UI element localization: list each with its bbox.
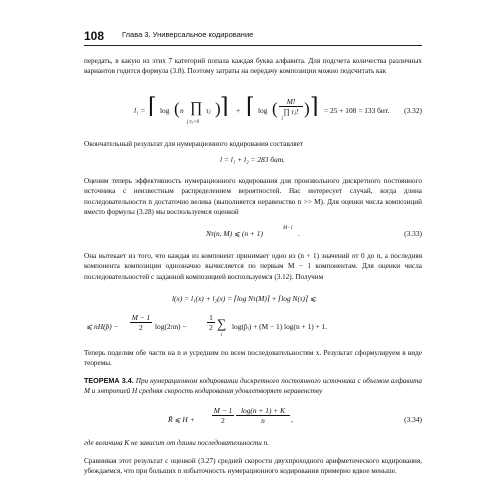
ceil-left-2: ⌈: [246, 93, 255, 118]
eq-lx2-a: ⩽ nH(p̂) −: [86, 322, 119, 331]
eq332-fraction: [279, 97, 303, 121]
eq-lx1-text: l(x) = l₁(x) + l₂(x) = ⌈log Nτ(M)⌉ + ⌈log N(τ)⌉ ⩽: [172, 294, 316, 303]
theorem-text: При нумерационном кодировании дискретного постоянного источника с объемом алфавита M и энтропией H средняя скорость кодирования удовлетворяет неравенству: [84, 377, 422, 396]
eq334-number: (3.34): [404, 415, 422, 424]
eq334-frac1: [212, 406, 234, 425]
eq333-number: (3.33): [404, 229, 422, 238]
eq332-num: M!: [286, 97, 296, 106]
eq334-f-num: M − 1: [213, 406, 233, 415]
eq334-f2-num: log(n + 1) + K: [240, 406, 286, 415]
eq333-text: Nτ(n, M) ⩽ (n + 1): [206, 229, 263, 238]
eq332-log2: log: [258, 106, 268, 115]
eq334-a: R̄ ⩽ H +: [168, 415, 195, 424]
header-rule: [84, 45, 422, 46]
eq-lx2-frac1: [130, 313, 152, 332]
ceil-left-1: ⌈: [148, 93, 157, 118]
equation-3-33: [84, 226, 422, 242]
eq334-f2-den: n: [236, 415, 290, 425]
eq333-tail: .: [298, 229, 300, 238]
paragraph-3: Оценим теперь эффективность нумерационного кодирования для произвольного дискретного постоянного источника с неизвестным распределением вероятностей. Нас интересует случай, когда длина последовательности n достаточно велика (выполняется неравенство n >> M). Для оценки числа композиций вместо формулы (3.28) мы воспользуемся оценкой: [84, 177, 422, 217]
paren-left: (: [174, 99, 180, 118]
paren-right: ): [215, 99, 221, 118]
eq332-den-sub: j: [282, 116, 284, 121]
eq334-tail: ,: [291, 415, 293, 424]
paragraph-6: Сравнивая этот результат с оценкой (3.27) средней скорости двухпроходного арифметического кодирования, убеждаемся, что при больших n избыточность нумерационного кодирования примерно вдвое меньше.: [84, 457, 422, 476]
eq-lx2-frac2: [207, 313, 215, 332]
ceil-right-1: ⌉: [220, 93, 229, 118]
theorem-3-4: [84, 376, 422, 397]
page-header: [84, 27, 422, 47]
ceil-right-2: ⌉: [310, 93, 319, 118]
eq334-frac2: [236, 406, 290, 425]
equation-3-32: [84, 92, 422, 134]
eq332-tau: τⱼ: [206, 106, 211, 115]
eq332-lhs: l₁ =: [134, 106, 146, 115]
equation-l-total: [84, 153, 422, 167]
eq332-plus: +: [236, 106, 241, 115]
eq-lx2-f2-num: 1: [209, 313, 213, 322]
sum-symbol: ∑: [217, 316, 227, 331]
equation-3-34: [84, 405, 422, 437]
page-number: 108: [84, 29, 105, 43]
theorem-title: ТЕОРЕМА 3.4.: [84, 376, 134, 385]
paren-right-2: ): [304, 99, 310, 118]
paragraph-2: Окончательный результат для нумерационного кодирования составляет: [84, 140, 304, 148]
eq-lx2-c: log(p̂ᵢ) + (M − 1) log(n + 1) + 1.: [232, 322, 328, 331]
eq332-prod-sub: j:τⱼ>0: [187, 120, 200, 125]
paren-left-2: (: [272, 99, 278, 118]
eq-lx2-f1-den: 2: [130, 322, 152, 332]
paragraph-4: Она вытекает из того, что каждая из компонент принимает одно из (n + 1) значений от 0 до n, а последняя компонента композиции однозначно вычисляется по первым M − 1 компонентам. Для оценки числа последовательностей с заданной композицией воспользуемся (3.12). Получим: [84, 252, 422, 281]
eq-lx2-f1-num: M − 1: [131, 313, 151, 322]
paragraph-5: Теперь поделим обе части на n и усредним по всем последовательностям x. Результат сформулируем в виде теоремы.: [84, 349, 422, 368]
eq-lx2-sum-sub: i: [221, 333, 223, 338]
equation-lx-line2: [84, 311, 422, 345]
eq-l-text: l = l₁ + l₂ = 283 бит.: [220, 155, 285, 164]
chapter-title: Глава 3. Универсальное кодирование: [122, 30, 254, 39]
eq332-n: n: [180, 106, 184, 115]
eq333-exponent: M−1: [283, 226, 294, 231]
product-symbol: ∏: [190, 100, 203, 116]
eq334-f-den: 2: [212, 415, 234, 425]
eq-lx2-b: log(2πn) −: [155, 322, 187, 331]
eq332-den: ∏ τⱼ!: [279, 106, 303, 116]
eq332-log: log: [160, 106, 170, 115]
eq332-rhs: = 25 + 108 = 133 бит.: [324, 106, 390, 115]
paragraph-1: передать, в какую из этих 7 категорий попала каждая буква алфавита. Для подсчета количества различных вариантов годится формула (3.8). Поэтому затраты на передачу композиции можно подсчитать как: [84, 57, 422, 76]
theorem-tail: где величина K не зависит от длины последовательности n.: [84, 439, 270, 447]
eq332-number: (3.32): [404, 106, 422, 115]
equation-lx-line1: [84, 293, 422, 307]
eq-lx2-f2-den: 2: [207, 322, 215, 332]
